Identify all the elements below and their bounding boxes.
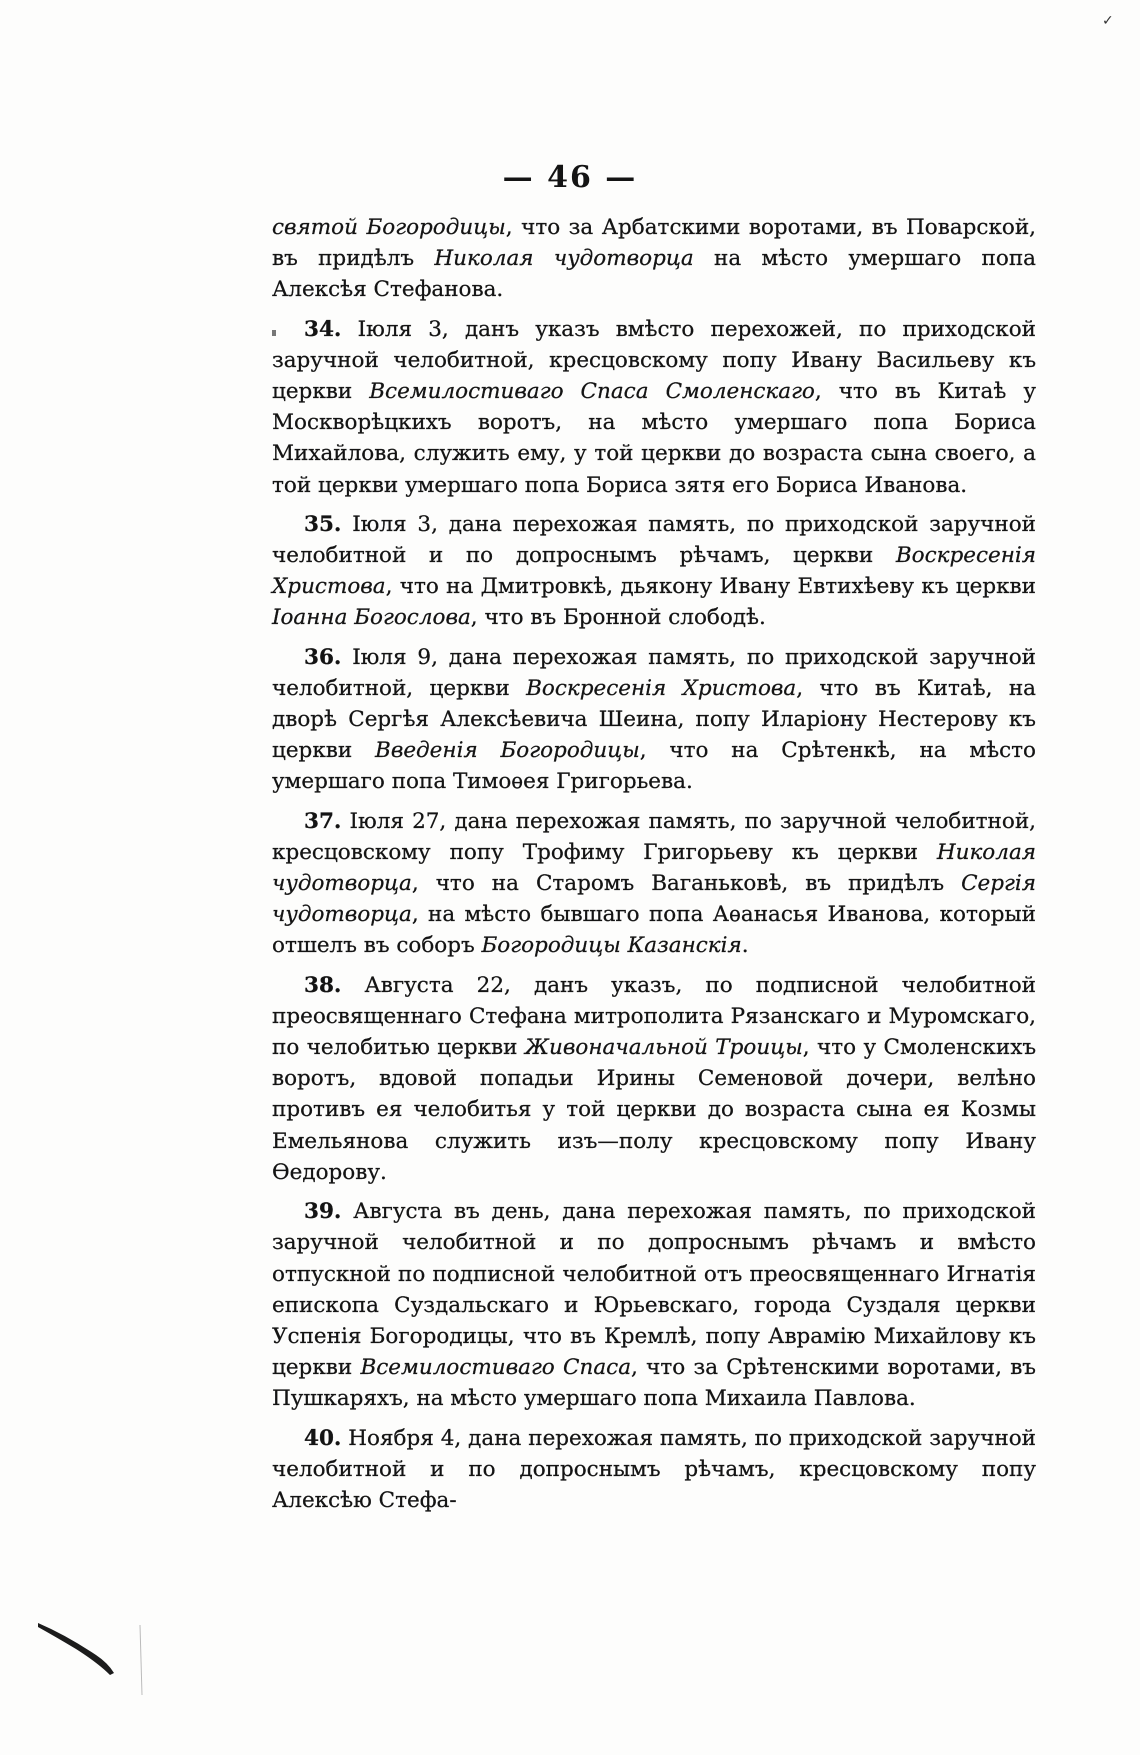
italic-name: Всемилостиваго Спаса: [360, 1355, 632, 1381]
text-segment: на мѣсто умершаго попа Алексѣя Стефанова.: [272, 246, 1036, 303]
text-segment: , на мѣсто бывшаго попа Аѳанасья Иванова, который отшелъ въ соборъ: [272, 902, 1036, 959]
italic-name: святой Богородицы: [272, 215, 506, 240]
text-segment: , что за Арбатскими воротами, въ Поварской, въ придѣлъ: [272, 215, 1036, 272]
text-segment: , что на Дмитровкѣ, дьякону Ивану Евтихѣеву къ церкви: [385, 574, 1036, 600]
entry-number: 37.: [304, 808, 342, 834]
paragraph: [272, 1423, 1036, 1517]
text-segment: , что въ Китаѣ, на дворѣ Сергѣя Алексѣевича Шеина, попу Иларіону Нестерову къ церкви: [272, 675, 1036, 764]
scan-artifact: [36, 1615, 146, 1705]
text-segment: , что у Смоленскихъ воротъ, вдовой попадьи Ирины Семеновой дочери, велѣно противъ ея челобитья у той церкви до возраста сына ея Козмы Емельянова служить изъ—полу кресцовскому попу Ивану Ѳедорову.: [272, 1035, 1036, 1185]
text-segment: , что за Срѣтенскими воротами, въ Пушкаряхъ, на мѣсто умершаго попа Михаила Павлова.: [272, 1355, 1036, 1412]
italic-name: Николая чудотворца: [272, 839, 1036, 897]
italic-name: Николая чудотворца: [434, 246, 694, 272]
text-segment: Августа 22, данъ указъ, по подписной челобитной преосвященнаго Стефана митрополита Рязанскаго и Муромскаго, по челобитью церкви: [272, 972, 1036, 1061]
paragraph: [272, 970, 1036, 1188]
entry-number: 34.: [304, 316, 342, 342]
text-segment: , что въ Бронной слободѣ.: [470, 605, 766, 631]
entry-number: 40.: [304, 1425, 342, 1451]
italic-name: Богородицы Казанскія: [481, 933, 742, 959]
text-segment: , что на Старомъ Ваганьковѣ, въ придѣлъ: [411, 871, 962, 897]
text-segment: Августа въ день, дана перехожая память, по приходской заручной челобитной и по допроснымъ рѣчамъ и вмѣсто отпускной по подписной челобитной отъ преосвященнаго Игнатія епископа Суздальскаго и Юрьевскаго, города Суздаля церкви Успенія Богородицы, что въ Кремлѣ, попу Аврамію Михайлову къ церкви: [272, 1199, 1036, 1381]
margin-mark: [272, 330, 276, 336]
entry-number: 36.: [304, 644, 342, 670]
entry-number: 35.: [304, 511, 342, 537]
italic-name: Воскресенія Христова: [526, 675, 797, 701]
text-segment: .: [741, 933, 749, 959]
paragraph: [272, 509, 1036, 634]
italic-name: Воскресенія Христова: [272, 543, 1036, 600]
text-segment: Іюля 3, дана перехожая память, по приходской заручной челобитной и по допроснымъ рѣчамъ, церкви: [272, 511, 1036, 569]
italic-name: Введенія Богородицы: [375, 738, 640, 764]
italic-name: Всемилостиваго Спаса Смоленскаго: [369, 379, 815, 405]
text-segment: , что на Срѣтенкѣ, на мѣсто умершаго попа Тимоѳея Григорьева.: [272, 738, 1036, 795]
paragraph: [272, 1196, 1036, 1414]
italic-name: Живоначальной Троицы: [524, 1035, 803, 1061]
italic-name: Іоанна Богослова: [272, 605, 471, 631]
entry-number: 39.: [304, 1199, 342, 1225]
paragraph: [272, 642, 1036, 798]
paragraph: [272, 212, 1036, 306]
text-segment: Іюля 27, дана перехожая память, по заручной челобитной, кресцовскому попу Трофиму Григорьеву къ церкви: [272, 808, 1036, 865]
italic-name: Сергія чудотворца: [272, 871, 1036, 928]
text-segment: Іюля 9, дана перехожая память, по приходской заручной челобитной, церкви: [272, 644, 1036, 701]
paragraph: [272, 806, 1036, 962]
page-number: — 46 —: [502, 160, 638, 195]
text-segment: Ноября 4, дана перехожая память, по приходской заручной челобитной и по допроснымъ рѣчамъ, кресцовскому попу Алексѣю Стефа-: [272, 1425, 1036, 1513]
paragraph: [272, 314, 1036, 501]
text-segment: Іюля 3, данъ указъ вмѣсто перехожей, по приходской заручной челобитной, кресцовскому попу Ивану Васильеву къ церкви: [272, 316, 1036, 405]
body-text: [272, 212, 1036, 1524]
entry-number: 38.: [304, 972, 342, 998]
corner-scan-mark: ✓: [1102, 13, 1114, 29]
text-segment: , что въ Китаѣ у Москворѣцкихъ воротъ, на мѣсто умершаго попа Бориса Михайлова, служить ему, у той церкви до возраста сына своего, а той церкви умершаго попа Бориса зятя его Бориса Иванова.: [272, 379, 1036, 498]
